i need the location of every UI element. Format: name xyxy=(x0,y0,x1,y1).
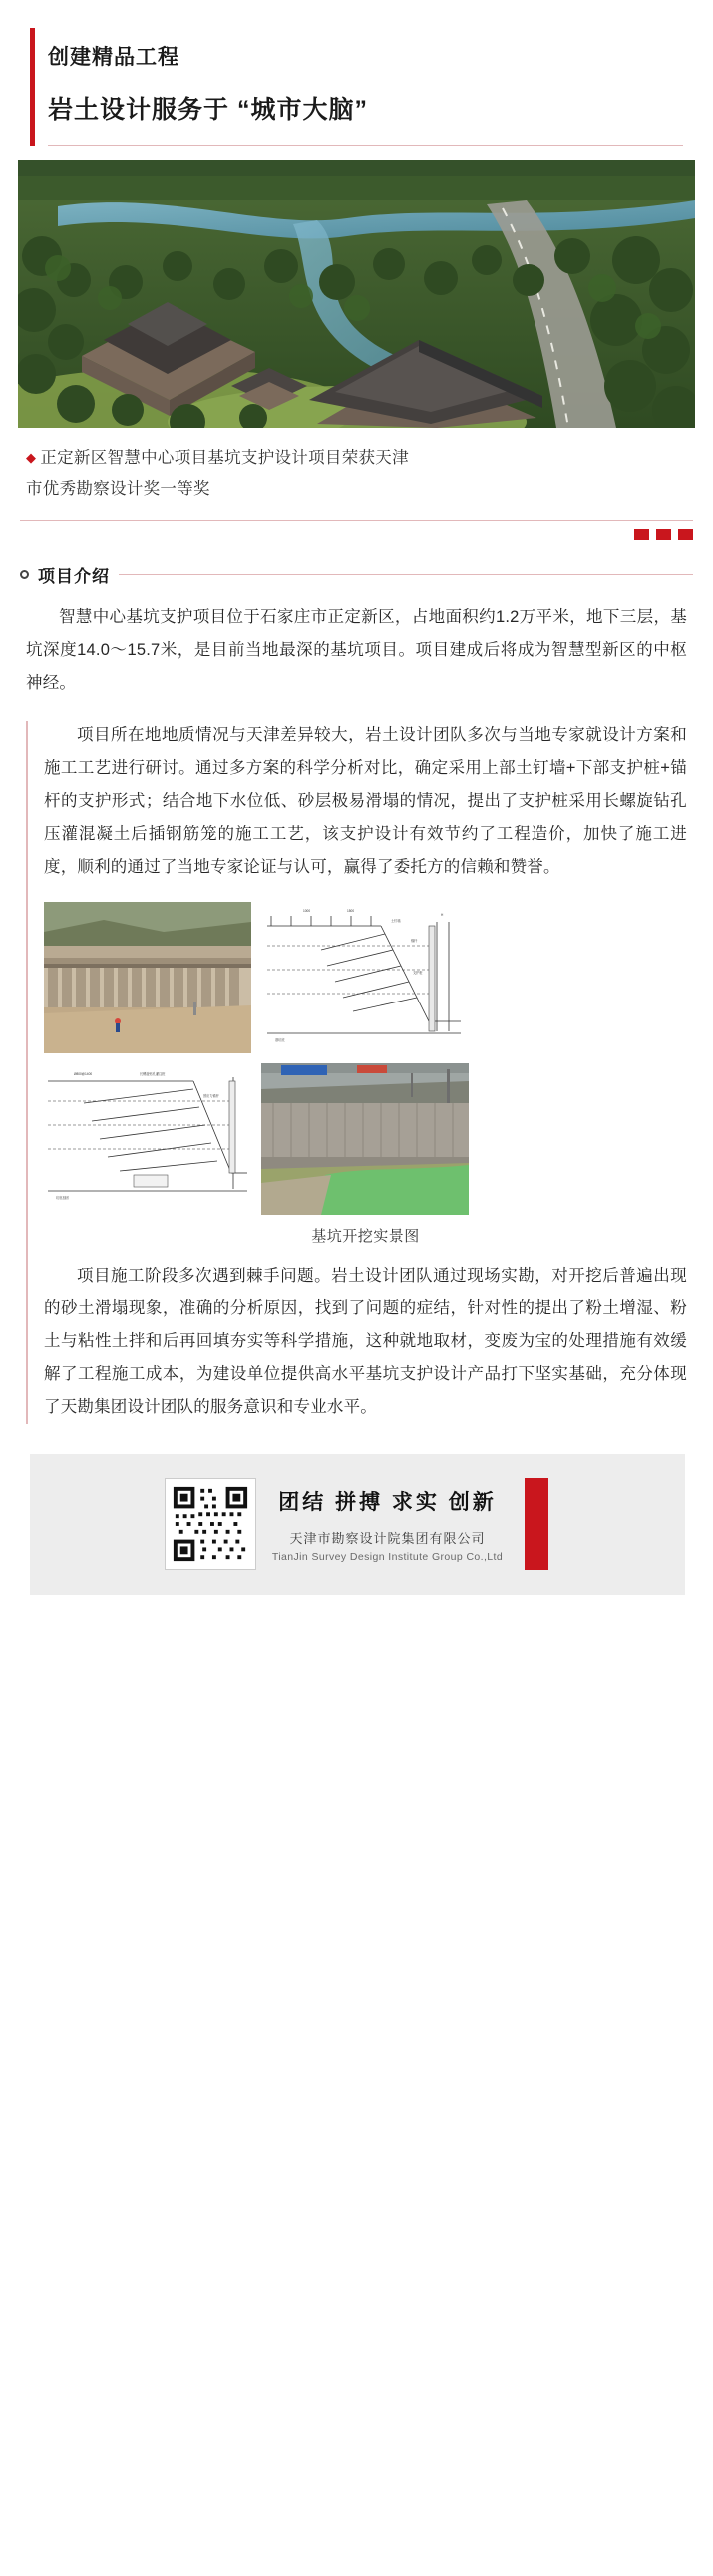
svg-text:预应力锚杆: 预应力锚杆 xyxy=(203,1094,219,1099)
header-divider xyxy=(48,145,683,146)
footer-slogan: 团结 拼搏 求实 创新 xyxy=(278,1490,497,1514)
svg-text:H: H xyxy=(441,913,444,918)
award-text-2: 市优秀勘察设计奖一等奖 xyxy=(26,479,210,498)
footer-company-cn: 天津市勘察设计院集团有限公司 xyxy=(289,1530,486,1546)
red-square-2 xyxy=(656,529,671,540)
svg-text:支护桩: 支护桩 xyxy=(413,971,423,976)
footer-right-margin xyxy=(685,1454,713,1595)
red-square-3 xyxy=(678,529,693,540)
section-divider xyxy=(119,574,693,575)
footer-left-margin xyxy=(0,1454,30,1595)
svg-text:坑底加固: 坑底加固 xyxy=(56,1196,69,1201)
svg-text:基坑底: 基坑底 xyxy=(275,1038,285,1043)
header-title-primary: 创建精品工程 xyxy=(48,46,179,69)
drawing-support-section-1 xyxy=(261,902,469,1053)
svg-text:1500: 1500 xyxy=(347,909,355,914)
footer-bar xyxy=(0,1454,713,1595)
award-line-1 xyxy=(26,443,693,474)
paragraph-design: 项目所在地地质情况与天津差异较大，岩土设计团队多次与当地专家就设计方案和施工工艺进行研讨。通过多方案的科学分析对比，确定采用上部土钉墙+下部支护桩+锚杆的支护形式；结合地下水位低、砂层极易滑塌的情况，提出了支护桩采用长螺旋钻孔压灌混凝土后插钢筋笼的施工工艺，该支护设计有效节约了工程造价，加快了施工进度，顺利的通过了当地专家论证与认可，赢得了委托方的信赖和赞誉。 xyxy=(44,726,687,877)
red-square-decoration xyxy=(0,529,693,540)
photo-excavation-piles-graphic xyxy=(44,902,251,1053)
svg-text:1000: 1000 xyxy=(303,909,311,914)
award-text-1: 正定新区智慧中心项目基坑支护设计项目荣获天津 xyxy=(40,449,409,467)
hero-illustration xyxy=(18,160,695,428)
figure-row-2 xyxy=(44,1063,687,1215)
svg-text:Ø800@1400: Ø800@1400 xyxy=(74,1072,93,1077)
footer-company-en: TianJin Survey Design Institute Group Co.,Ltd xyxy=(271,1550,504,1563)
section-header-project-intro xyxy=(20,562,693,587)
paragraph-construction: 项目施工阶段多次遇到棘手问题。岩土设计团队通过现场实勘，对开挖后普遍出现的砂土滑塌现象，准确的分析原因，找到了问题的症结，针对性的提出了粉土增湿、粉土与粘性土拌和后再回填夯实等科学措施，这种就地取材，变废为宝的处理措施有效缓解了工程施工成本，为建设单位提供高水平基坑支护设计产品打下坚实基础，充分体现了天勘集团设计团队的服务意识和专业水平。 xyxy=(44,1267,687,1417)
drawing-support-section-2-graphic xyxy=(44,1063,251,1215)
paragraph-intro: 智慧中心基坑支护项目位于石家庄市正定新区，占地面积约1.2万平米，地下三层，基坑深度14.0～15.7米，是目前当地最深的基坑项目。项目建成后将成为智慧型新区的中枢神经。 xyxy=(26,608,687,693)
photo-excavation-piles xyxy=(44,902,251,1053)
bottom-spacer xyxy=(0,1595,713,1615)
drawing-support-section-1-graphic xyxy=(261,902,469,1053)
award-divider xyxy=(20,520,693,521)
qr-code-graphic xyxy=(170,1483,251,1565)
detail-block xyxy=(26,719,687,1424)
figure-grid xyxy=(44,902,687,1215)
section-title: 项目介绍 xyxy=(38,567,110,587)
hero-image xyxy=(18,160,695,428)
photo-excavation-wall-graphic xyxy=(261,1063,469,1215)
drawing-support-section-2 xyxy=(44,1063,251,1215)
footer-text xyxy=(272,1486,503,1563)
award-caption xyxy=(20,443,693,510)
bullet-circle-icon xyxy=(20,570,29,579)
svg-text:土钉墙: 土钉墙 xyxy=(391,919,401,924)
photo-excavation-wall xyxy=(261,1063,469,1215)
footer-red-accent xyxy=(525,1478,548,1570)
figure-caption: 基坑开挖实景图 xyxy=(311,1228,420,1246)
article-header xyxy=(30,28,683,146)
qr-code[interactable] xyxy=(165,1478,256,1570)
svg-text:长螺旋钻孔灌注桩: 长螺旋钻孔灌注桩 xyxy=(140,1072,166,1077)
svg-text:锚杆: 锚杆 xyxy=(411,939,418,944)
figure-row-1 xyxy=(44,902,687,1053)
diamond-icon: ◆ xyxy=(26,450,37,465)
red-square-1 xyxy=(634,529,649,540)
header-title-secondary: 岩土设计服务于 “城市大脑” xyxy=(48,95,368,124)
